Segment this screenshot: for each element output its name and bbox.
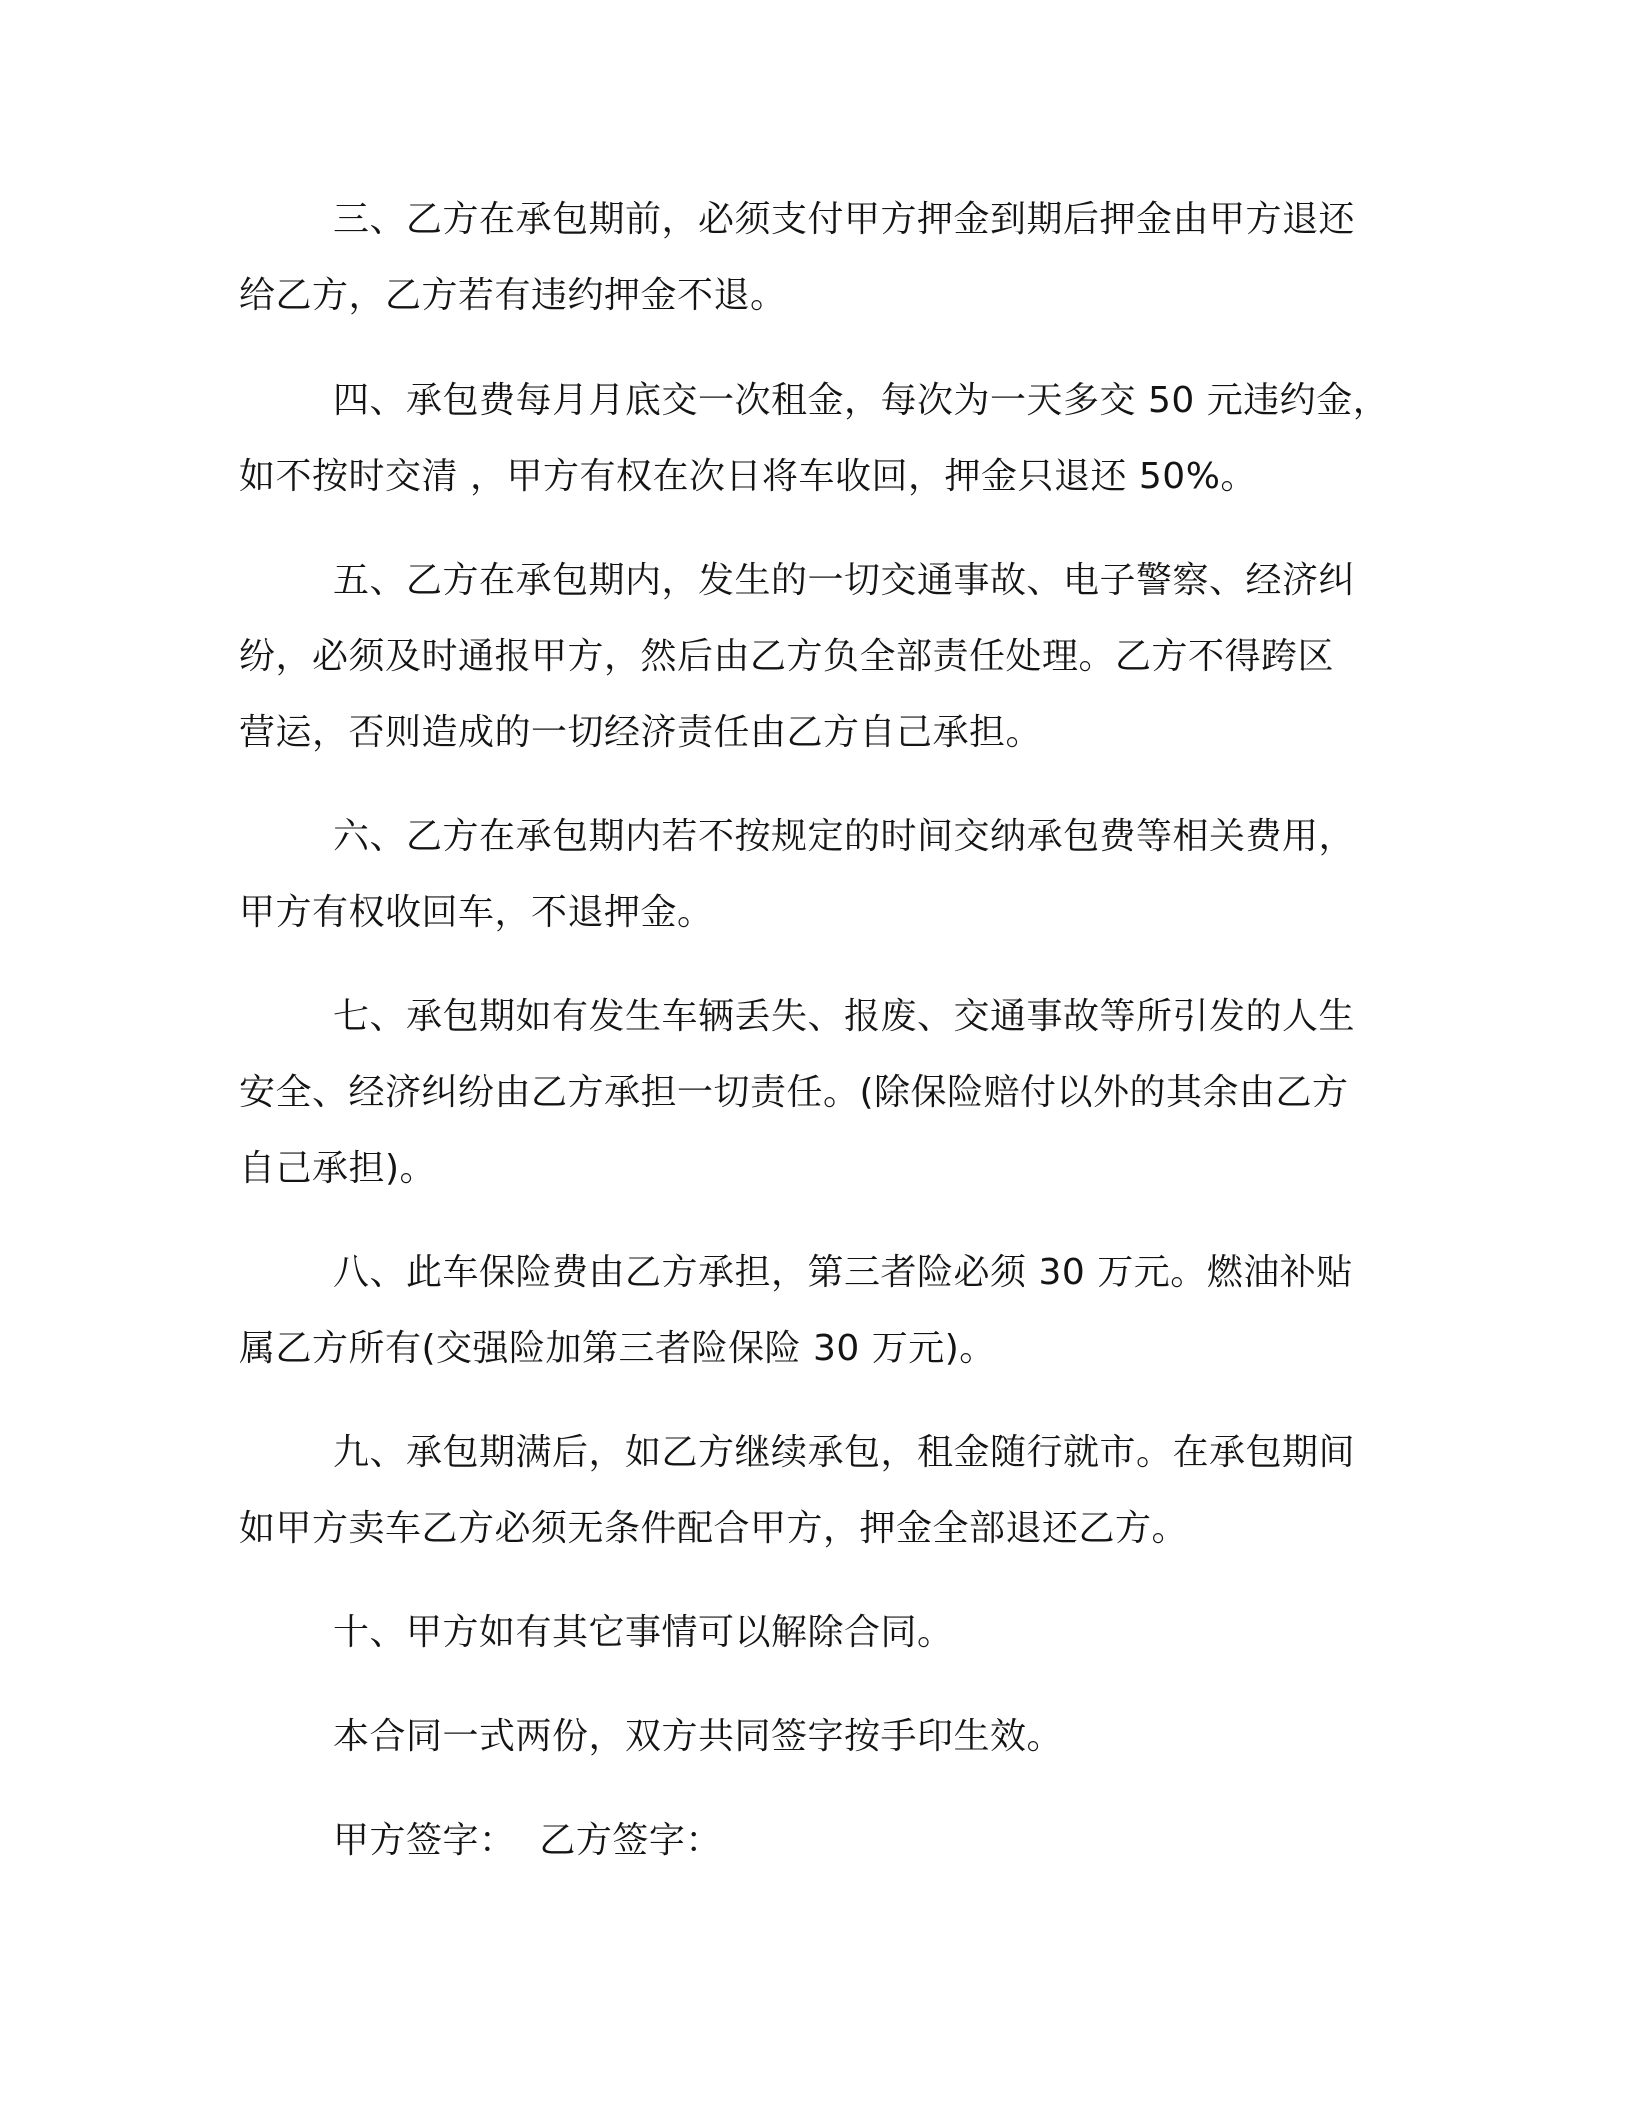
clause-7-line-2: 安全、经济纠纷由乙方承担一切责任。(除保险赔付以外的其余由乙方 [239, 1072, 1349, 1113]
clause-4-line-2: 如不按时交清 ，甲方有权在次日将车收回，押金只退还 50%。 [239, 456, 1257, 497]
clause-8-line-1: 八、此车保险费由乙方承担，第三者险必须 30 万元。燃油补贴 [333, 1252, 1353, 1293]
clause-4-line-1: 四、承包费每月月底交一次租金，每次为一天多交 50 元违约金， [333, 380, 1390, 421]
clause-3-line-2: 给乙方，乙方若有违约押金不退。 [239, 275, 787, 316]
clause-3-line-1: 三、乙方在承包期前，必须支付甲方押金到期后押金由甲方退还 [333, 199, 1356, 240]
clause-5-line-3: 营运，否则造成的一切经济责任由乙方自己承担。 [239, 712, 1043, 753]
clause-5-line-1: 五、乙方在承包期内，发生的一切交通事故、电子警察、经济纠 [333, 560, 1356, 601]
clause-7-line-1: 七、承包期如有发生车辆丢失、报废、交通事故等所引发的人生 [333, 996, 1356, 1037]
clause-6-line-1: 六、乙方在承包期内若不按规定的时间交纳承包费等相关费用， [333, 816, 1356, 857]
clause-6-line-2: 甲方有权收回车，不退押金。 [239, 892, 714, 933]
clause-8-line-2: 属乙方所有(交强险加第三者险保险 30 万元)。 [239, 1328, 996, 1369]
clause-5-line-2: 纷，必须及时通报甲方，然后由乙方负全部责任处理。乙方不得跨区 [239, 636, 1335, 677]
clause-7-line-3: 自己承担)。 [239, 1148, 437, 1189]
closing-statement: 本合同一式两份，双方共同签字按手印生效。 [333, 1716, 1064, 1757]
signature-line: 甲方签字： 乙方签字： [333, 1820, 722, 1861]
clause-9-line-1: 九、承包期满后，如乙方继续承包，租金随行就市。在承包期间 [333, 1432, 1356, 1473]
clause-9-line-2: 如甲方卖车乙方必须无条件配合甲方，押金全部退还乙方。 [239, 1508, 1189, 1549]
clause-10-line-1: 十、甲方如有其它事情可以解除合同。 [333, 1612, 954, 1653]
